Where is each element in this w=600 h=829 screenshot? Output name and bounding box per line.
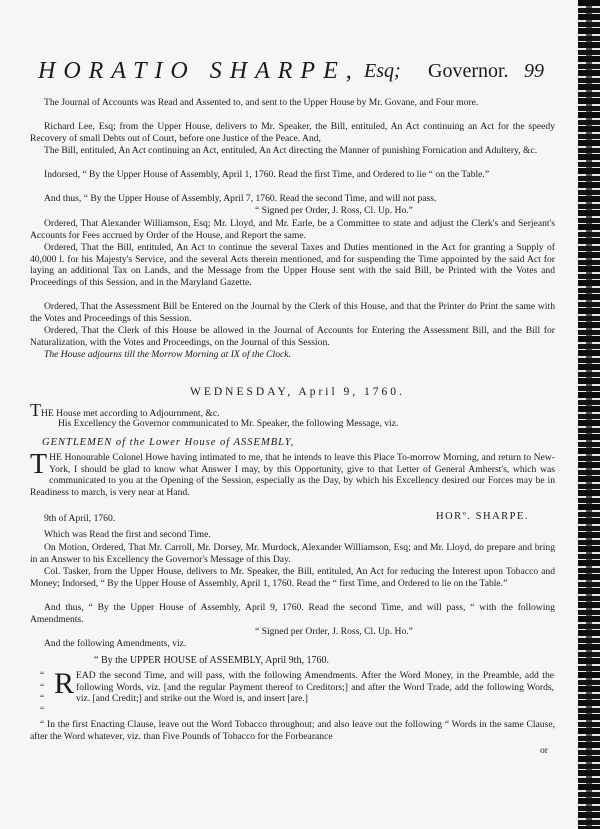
- paragraph-richard-lee: Richard Lee, Esq; from the Upper House, delivers to Mr. Speaker, the Bill, entituled, An Act continuing an Act for the speedy Recovery of small Debts out of Court, before one Justice of the Peace. And,: [30, 121, 555, 144]
- paragraph-indorsed-april-1: Indorsed, “ By the Upper House of Assembly, April 1, 1760. Read the first Time, and Ordered to lie “ on the Table.”: [44, 169, 490, 180]
- running-header: [28, 58, 568, 88]
- drop-cap-t-message: T: [30, 449, 48, 480]
- paragraph-excellency: His Excellency the Governor communicated to Mr. Speaker, the following Message, viz.: [58, 418, 399, 429]
- page-number: 99: [524, 60, 544, 82]
- paragraph-first-enacting-clause: “ In the first Enacting Clause, leave out the Word Tobacco throughout; and also leave out the following “ Words in the same Clause, after the Word whatever, viz. than Five Pounds of Tobacco for the Forbearance: [30, 719, 555, 742]
- header-title: HORATIO SHARPE,: [38, 58, 360, 84]
- binding-spine: [586, 0, 592, 829]
- signed-per-order: “ Signed per Order, J. Ross, Cl. Up. Ho.”: [255, 205, 413, 216]
- paragraph-house-met: THE House met according to Adjournment, &c.: [30, 400, 220, 420]
- paragraph-fornication-bill: The Bill, entituled, An Act continuing an Act, entituled, An Act directing the Manner of punishing Fornication and Adultery, &c.: [44, 145, 538, 156]
- header-esq: Esq;: [364, 60, 401, 82]
- paragraph-assessment-bill: Ordered, That the Assessment Bill be Entered on the Journal by the Clerk of this House, and that the Printer do Print the same with the Votes and Proceedings of this Session.: [30, 301, 555, 324]
- upper-house-heading: “ By the UPPER HOUSE of ASSEMBLY, April 9th, 1760.: [94, 655, 329, 666]
- paragraph-read-first-second: Which was Read the first and second Time.: [44, 529, 211, 540]
- drop-cap-t: T: [30, 400, 41, 420]
- paragraph-read-second-amendments: READ the second Time, and will pass, with the following Amendments. After the Word Money, in the Preamble, add the following Words, viz. [and the regular Payment thereof to Creditors;] and after the Word Trade, add the following Words, viz. [and Credit;] and strike out the Word is, and insert [are.]: [54, 667, 554, 705]
- catchword: or: [540, 745, 548, 756]
- message-date: 9th of April, 1760.: [44, 513, 116, 524]
- paragraph-adjourns: The House adjourns till the Morrow Morning at IX of the Clock.: [44, 349, 291, 360]
- paragraph-clerk-allowed: Ordered, That the Clerk of this House be allowed in the Journal of Accounts for Entering the Assessment Bill, and the Bill for Naturalization, with the Votes and Proceedings, on the Journal of this Session.: [30, 325, 555, 348]
- paragraph-april-9: And thus, “ By the Upper House of Assembly, April 9, 1760. Read the second Time, and will pass, “ with the following Amendments.: [30, 602, 555, 625]
- paragraph-on-motion: On Motion, Ordered, That Mr. Carroll, Mr. Dorsey, Mr. Murdock, Alexander Williamson, Esq; and Mr. Lloyd, do prepare and bring in an Answer to his Excellency the Governor's Message of this Day.: [30, 542, 555, 565]
- drop-cap-r: R: [54, 667, 75, 700]
- governor-signature: HORº. SHARPE.: [436, 511, 530, 522]
- paragraph-journal-accounts: The Journal of Accounts was Read and Assented to, and sent to the Upper House by Mr. Govane, and Four more.: [44, 97, 479, 108]
- quote-column: “ “ “ “: [40, 670, 45, 716]
- day-heading: WEDNESDAY, April 9, 1760.: [190, 386, 405, 398]
- paragraph-april-7: And thus, “ By the Upper House of Assembly, April 7, 1760. Read the second Time, and will not pass.: [44, 193, 437, 204]
- address-gentlemen: GENTLEMEN of the Lower House of ASSEMBLY,: [42, 437, 295, 448]
- paragraph-taxes-bill: Ordered, That the Bill, entituled, An Act to continue the several Taxes and Duties mentioned in the Act for granting a Supply of 40,000 l. for his Majesty's Service, and the several Acts therein mentioned, and for suspending the Time appointed by the said Act for laying an additional Tax on Lands, and the Message from the Upper House sent with the said Bill, be Printed with the Votes and Proceedings of this Session, and in the Maryland Gazette.: [30, 242, 555, 288]
- paragraph-committee: Ordered, That Alexander Williamson, Esq; Mr. Lloyd, and Mr. Earle, be a Committee to state and adjust the Clerk's and Serjeant's Accounts for Fees accrued by Order of the House, and Report the same.: [30, 218, 555, 241]
- paragraph-governor-message: THE Honourable Colonel Howe having intimated to me, that he intends to leave this Place To-morrow Morning, and return to New-York, I should be glad to know what Answer I may, by this Opportunity, give to that Letter of General Amherst's, which was communicated to you at the Opening of the Session, especially as the Day, by which his Excellency desired our Forces may be in Readiness to march, is very near at Hand.: [30, 449, 555, 498]
- paragraph-amendments: And the following Amendments, viz.: [44, 638, 187, 649]
- signed-per-order-2: “ Signed per Order, J. Ross, Cl. Up. Ho.”: [255, 626, 413, 637]
- paragraph-col-tasker: Col. Tasker, from the Upper House, delivers to Mr. Speaker, the Bill, entituled, An Act for reducing the Interest upon Tobacco and Money; Indorsed, “ By the Upper House of Assembly, April 1, 1760. Read the “ first Time, and Ordered to lie on the Table.”: [30, 566, 555, 589]
- header-governor: Governor.: [428, 60, 509, 82]
